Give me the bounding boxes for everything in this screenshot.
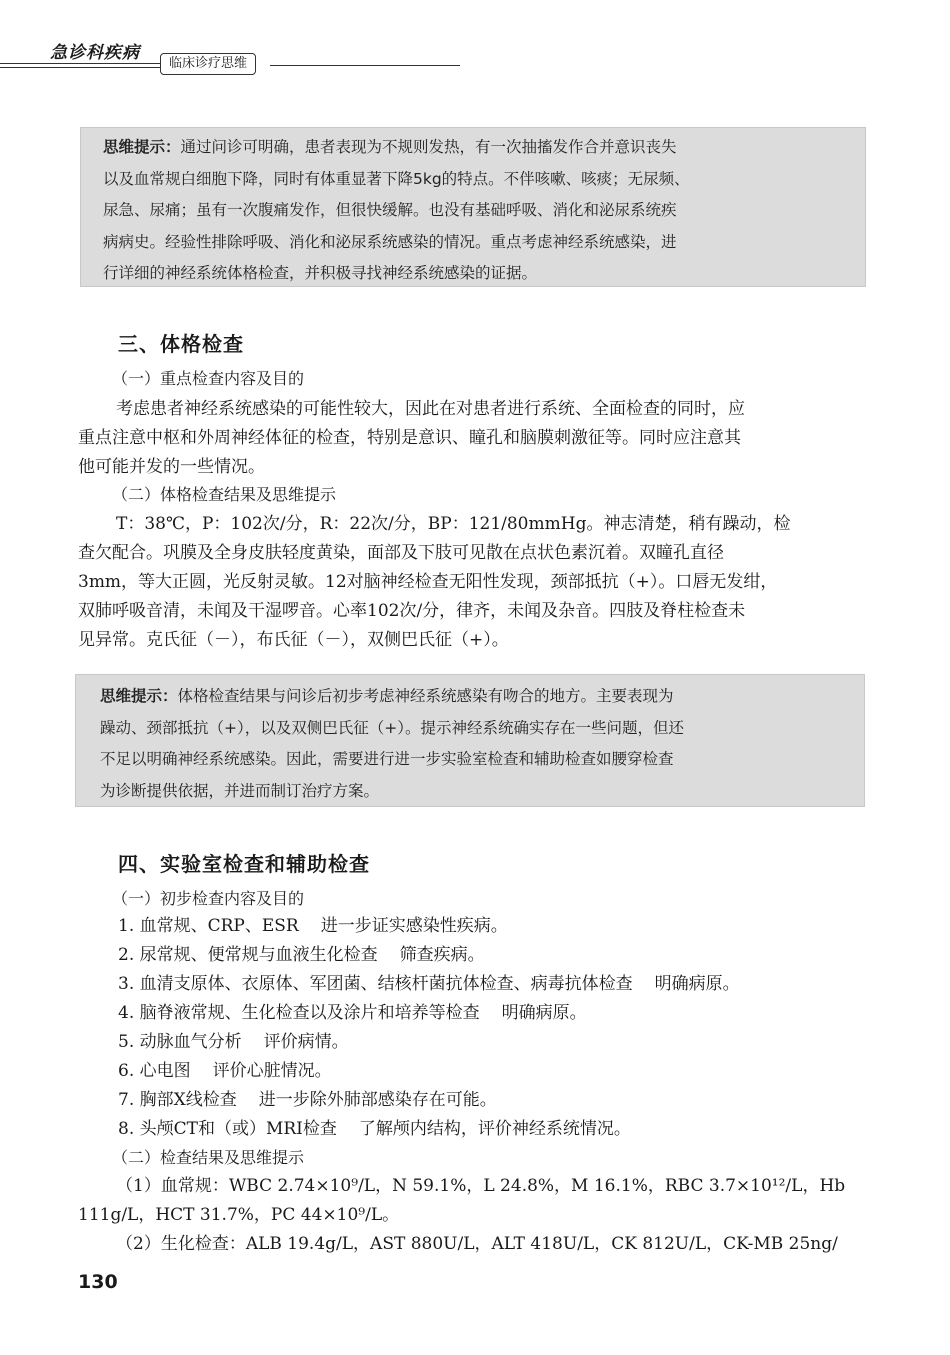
result-label: （2）生化检查： (116, 1234, 246, 1254)
tip-line: 为诊断提供依据，并进而制订治疗方案。 (100, 781, 380, 800)
test-purpose: 明确病原。 (501, 1003, 587, 1023)
subheading-initial-tests: （一）初步检查内容及目的 (112, 889, 305, 908)
text-line: 查欠配合。巩膜及全身皮肤轻度黄染，面部及下肢可见散在点状色素沉着。双瞳孔直径 (78, 543, 724, 563)
test-purpose: 明确病原。 (654, 974, 740, 994)
page-number: 130 (78, 1271, 118, 1293)
test-name: 3. 血清支原体、衣原体、军团菌、结核杆菌抗体检查、病毒抗体检查 (118, 974, 633, 994)
tip-label: 思维提示： (103, 138, 181, 156)
test-purpose: 了解颅内结构，评价神经系统情况。 (358, 1119, 631, 1139)
tip-line: 不足以明确神经系统感染。因此，需要进行进一步实验室检查和辅助检查如腰穿检查 (100, 750, 674, 768)
test-purpose: 评价心脏情况。 (212, 1061, 332, 1081)
thinking-tip-box-1 (80, 127, 866, 287)
text-line: 见异常。克氏征（－），布氏征（－），双侧巴氏征（+）。 (78, 630, 509, 650)
test-purpose: 进一步证实感染性疾病。 (320, 916, 508, 936)
section-heading-physical-exam: 三、体格检查 (118, 332, 244, 356)
test-list (118, 912, 740, 1144)
list-item (118, 941, 740, 970)
section-heading-lab-tests: 四、实验室检查和辅助检查 (118, 852, 370, 876)
test-purpose: 进一步除外肺部感染存在可能。 (258, 1090, 497, 1110)
test-name: 5. 动脉血气分析 (118, 1032, 242, 1052)
paragraph-key-exam (78, 395, 864, 482)
tip-line: 通过问诊可明确，患者表现为不规则发热，有一次抽搐发作合并意识丧失 (180, 138, 677, 156)
subheading-key-exam: （一）重点检查内容及目的 (112, 369, 305, 388)
thinking-tip-box-2 (75, 674, 865, 807)
list-item (118, 1057, 740, 1086)
list-item (118, 1115, 740, 1144)
test-name: 4. 脑脊液常规、生化检查以及涂片和培养等检查 (118, 1003, 480, 1023)
list-item (118, 1028, 740, 1057)
test-name: 1. 血常规、CRP、ESR (118, 916, 299, 936)
paragraph-exam-results (78, 510, 864, 655)
tip-line: 躁动、颈部抵抗（+），以及双侧巴氏征（+）。提示神经系统确实存在一些问题，但还 (100, 718, 684, 737)
result-values: WBC 2.74×10⁹/L，N 59.1%，L 24.8%，M 16.1%，RBC 3.7×10¹²/L，Hb (228, 1176, 846, 1196)
text-line: 他可能并发的一些情况。 (78, 457, 265, 477)
tip-line: 行详细的神经系统体格检查，并积极寻找神经系统感染的证据。 (103, 264, 538, 282)
tip-label: 思维提示： (100, 687, 178, 705)
list-item (118, 999, 740, 1028)
running-header-title: 急诊科疾病 (50, 43, 140, 63)
test-name: 2. 尿常规、便常规与血液生化检查 (118, 945, 378, 965)
subheading-test-results: （二）检查结果及思维提示 (112, 1148, 305, 1167)
test-name: 6. 心电图 (118, 1061, 191, 1081)
test-name: 8. 头颅CT和（或）MRI检查 (118, 1119, 337, 1139)
text-line: 双肺呼吸音清，未闻及干湿啰音。心率102次/分，律齐，未闻及杂音。四肢及脊柱检查未 (78, 601, 746, 621)
text-line: 111g/L，HCT 31.7%，PC 44×10⁹/L。 (78, 1205, 400, 1225)
running-header-tag: 临床诊疗思维 (160, 53, 256, 75)
text-line: 3mm，等大正圆，光反射灵敏。12对脑神经检查无阳性发现，颈部抵抗（+）。口唇无发绀， (78, 572, 778, 592)
test-name: 7. 胸部X线检查 (118, 1090, 237, 1110)
tip-line: 尿急、尿痛；虽有一次腹痛发作，但很快缓解。也没有基础呼吸、消化和泌尿系统疾 (103, 201, 677, 219)
result-label: （1）血常规： (116, 1176, 229, 1196)
tip-line: 病病史。经验性排除呼吸、消化和泌尿系统感染的情况。重点考虑神经系统感染，进 (103, 232, 677, 251)
text-line: 重点注意中枢和外周神经体征的检查，特别是意识、瞳孔和脑膜刺激征等。同时应注意其 (78, 428, 741, 448)
text-line: 考虑患者神经系统感染的可能性较大，因此在对患者进行系统、全面检查的同时，应 (116, 399, 745, 419)
text-line: T：38℃，P：102次/分，R：22次/分，BP：121/80mmHg。神志清楚，稍有躁动，检 (116, 514, 791, 534)
list-item (118, 970, 740, 999)
test-purpose: 筛查疾病。 (399, 945, 485, 965)
result-values: ALB 19.4g/L，AST 880U/L，ALT 418U/L，CK 812U/L，CK-MB 25ng/ (245, 1234, 838, 1254)
paragraph-test-results (78, 1172, 864, 1259)
subheading-exam-results: （二）体格检查结果及思维提示 (112, 485, 337, 504)
test-purpose: 评价病情。 (263, 1032, 349, 1052)
text-line (78, 1230, 864, 1259)
tip-line: 体格检查结果与问诊后初步考虑神经系统感染有吻合的地方。主要表现为 (177, 687, 674, 705)
list-item (118, 912, 740, 941)
list-item (118, 1086, 740, 1115)
tip-line: 以及血常规白细胞下降，同时有体重显著下降5kg的特点。不伴咳嗽、咳痰；无尿频、 (103, 169, 690, 188)
text-line (78, 1172, 864, 1201)
